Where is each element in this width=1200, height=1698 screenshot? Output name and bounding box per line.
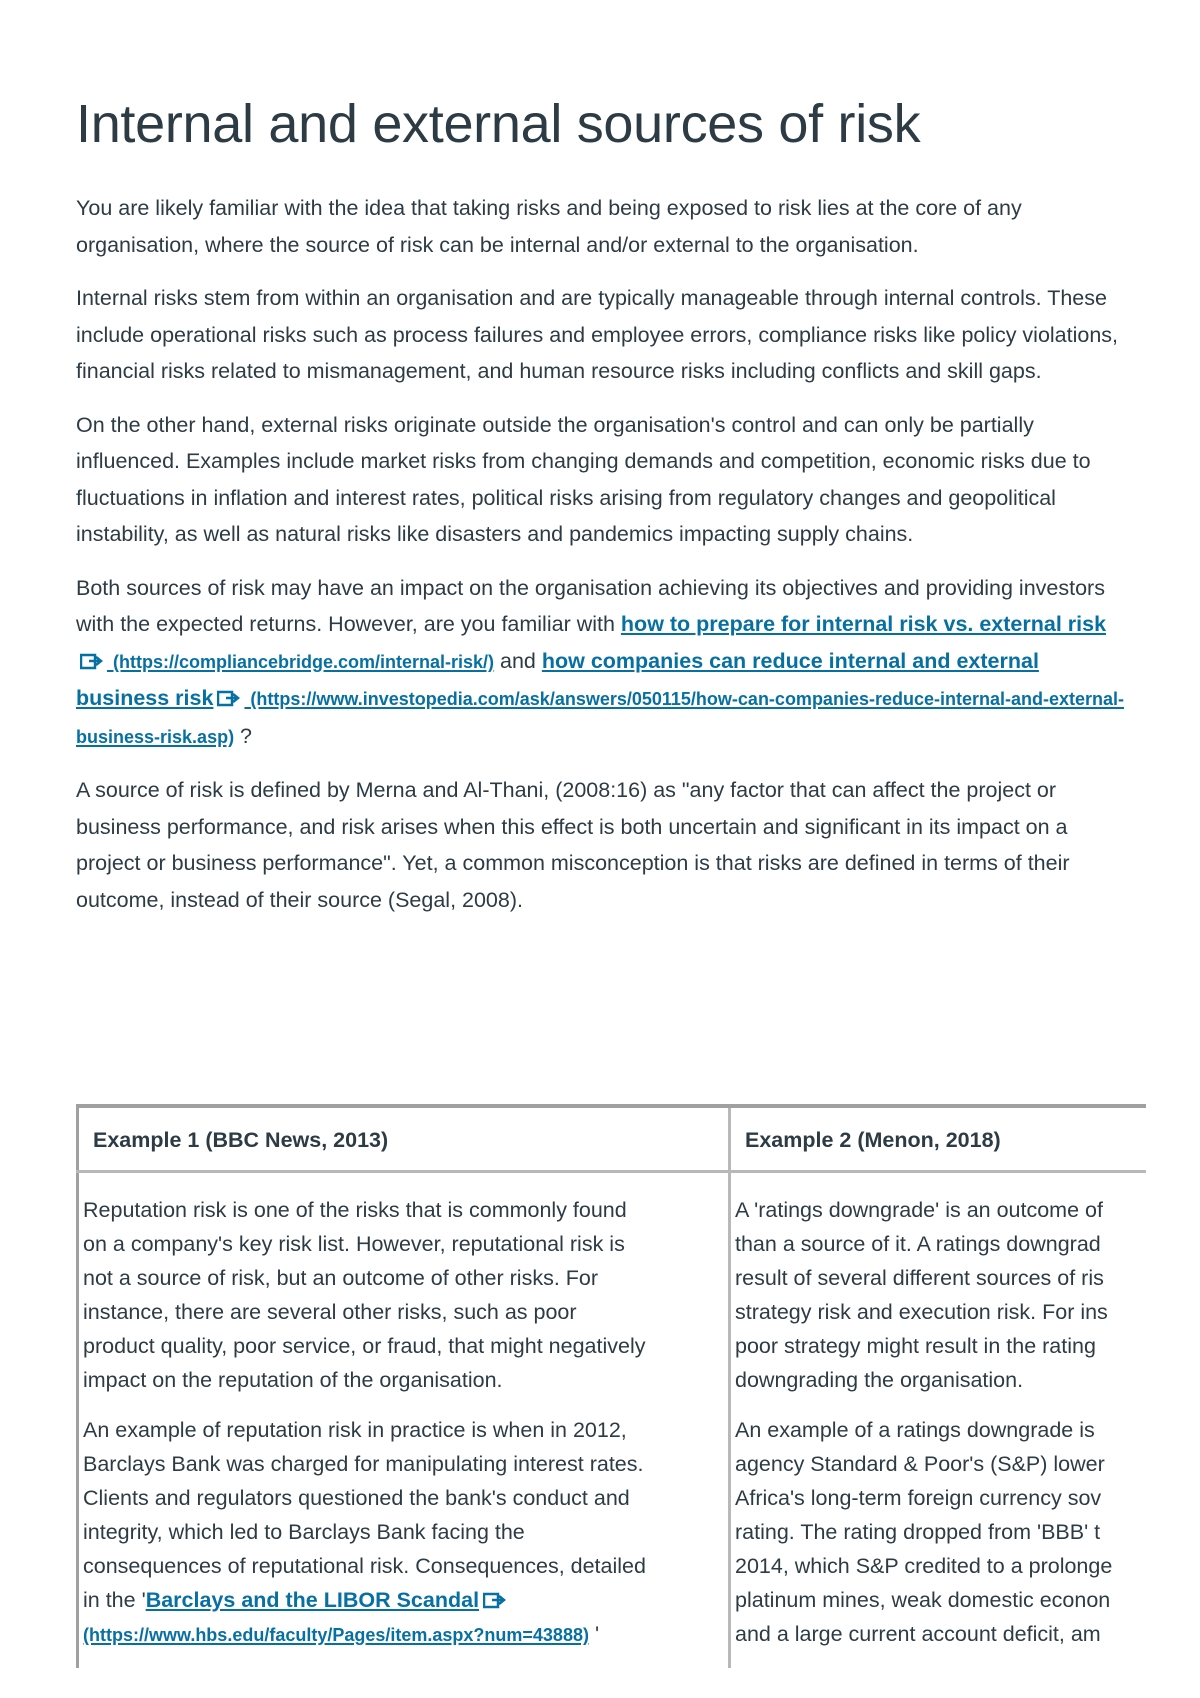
example-2-paragraph-a	[735, 1193, 1146, 1397]
paragraph-links-mid: and	[494, 648, 542, 673]
table-header-row	[78, 1106, 1147, 1172]
text-line: 2014, which S&P credited to a prolonge	[735, 1554, 1113, 1578]
examples-table-container	[76, 1104, 1146, 1698]
external-link-icon	[483, 1591, 507, 1609]
text-line: rating. The rating dropped from 'BBB' t	[735, 1520, 1101, 1544]
link-prepare-url: (https://compliancebridge.com/internal-risk/)	[112, 651, 495, 672]
text-line: platinum mines, weak domestic econon	[735, 1588, 1111, 1612]
example-1-paragraph-b	[83, 1413, 724, 1652]
link-barclays-text: Barclays and the LIBOR Scandal	[145, 1588, 480, 1612]
external-link-icon	[217, 689, 241, 707]
link-reduce-text: how companies can reduce internal and external business risk	[76, 648, 1039, 710]
text-line: A 'ratings downgrade' is an outcome of	[735, 1198, 1103, 1222]
text-line: impact on the reputation of the organisation.	[83, 1368, 503, 1392]
text-line: strategy risk and execution risk. For ins	[735, 1300, 1108, 1324]
text-line: An example of a ratings downgrade is	[735, 1418, 1095, 1442]
text-line: integrity, which led to Barclays Bank facing the	[83, 1520, 525, 1544]
link-prepare-text: how to prepare for internal risk vs. external risk	[620, 612, 1107, 636]
table-row	[78, 1172, 1147, 1669]
text-line: Africa's long-term foreign currency sov	[735, 1486, 1102, 1510]
text-line: on a company's key risk list. However, reputational risk is	[83, 1232, 625, 1256]
table-cell-example-1	[78, 1172, 730, 1669]
link-reduce-url: (https://www.investopedia.com/ask/answers/050115/how-can-companies-reduce-internal-and-external-business-risk.asp)	[76, 689, 1125, 747]
example-1-paragraph-a	[83, 1193, 724, 1397]
text-line: not a source of risk, but an outcome of other risks. For	[83, 1266, 599, 1290]
text-line: product quality, poor service, or fraud, that might negatively	[83, 1334, 646, 1358]
text-line: consequences of reputational risk. Consequences, detailed	[83, 1554, 646, 1578]
link-barclays-url: (https://www.hbs.edu/faculty/Pages/item.aspx?num=43888)	[83, 1625, 589, 1645]
paragraph-intro: You are likely familiar with the idea that taking risks and being exposed to risk lies at the core of any organisation, where the source of risk can be internal and/or external to the organisation.	[76, 196, 1022, 257]
text-line: in the '	[83, 1588, 146, 1612]
text-line: Reputation risk is one of the risks that is commonly found	[83, 1198, 627, 1222]
link-barclays-libor-scandal[interactable]	[83, 1588, 589, 1646]
example-2-paragraph-b	[735, 1413, 1146, 1651]
table-cell-example-2	[730, 1172, 1147, 1669]
paragraph-links	[76, 570, 1136, 756]
text-line: downgrading the organisation.	[735, 1368, 1024, 1392]
text-line: than a source of it. A ratings downgrad	[735, 1232, 1101, 1256]
text-line: Barclays Bank was charged for manipulating interest rates.	[83, 1452, 644, 1476]
table-header-example-2: Example 2 (Menon, 2018)	[730, 1106, 1147, 1172]
page-title: Internal and external sources of risk	[76, 94, 921, 154]
table-header-example-1: Example 1 (BBC News, 2013)	[78, 1106, 730, 1172]
paragraph-links-start: Both sources of risk may have an impact on the organisation achieving its objectives and providing investors with the expected returns. However, are you familiar with	[76, 575, 1105, 636]
page-content	[76, 92, 1136, 935]
paragraph-internal-risks: Internal risks stem from within an organisation and are typically manageable through internal controls. These include operational risks such as process failures and employee errors, compliance risks like policy violations, financial risks related to mismanagement, and human resource risks including conflicts and skill gaps.	[76, 286, 1119, 383]
paragraph-source-definition: A source of risk is defined by Merna and Al-Thani, (2008:16) as "any factor that can affect the project or business performance, and risk arises when this effect is both uncertain and significant in its impact on a project or business performance". Yet, a common misconception is that risks are defined in terms of their outcome, instead of their source (Segal, 2008).	[76, 778, 1070, 912]
text-line: poor strategy might result in the rating	[735, 1334, 1096, 1358]
external-link-icon	[80, 652, 104, 670]
text-line: An example of reputation risk in practice is when in 2012,	[83, 1418, 627, 1442]
text-line: and a large current account deficit, am	[735, 1622, 1101, 1646]
paragraph-external-risks: On the other hand, external risks originate outside the organisation's control and can only be partially influenced. Examples include market risks from changing demands and competition, economic risks due to fluctuations in inflation and interest rates, political risks arising from regulatory changes and geopolitical instability, as well as natural risks like disasters and pandemics impacting supply chains.	[76, 412, 1091, 546]
text-line: '	[588, 1622, 600, 1646]
text-line: Clients and regulators questioned the bank's conduct and	[83, 1486, 630, 1510]
text-line: result of several different sources of ris	[735, 1266, 1104, 1290]
text-line: agency Standard & Poor's (S&P) lower	[735, 1452, 1105, 1476]
text-line: instance, there are several other risks, such as poor	[83, 1300, 577, 1324]
examples-table	[76, 1104, 1146, 1668]
paragraph-links-end: ?	[234, 723, 252, 748]
